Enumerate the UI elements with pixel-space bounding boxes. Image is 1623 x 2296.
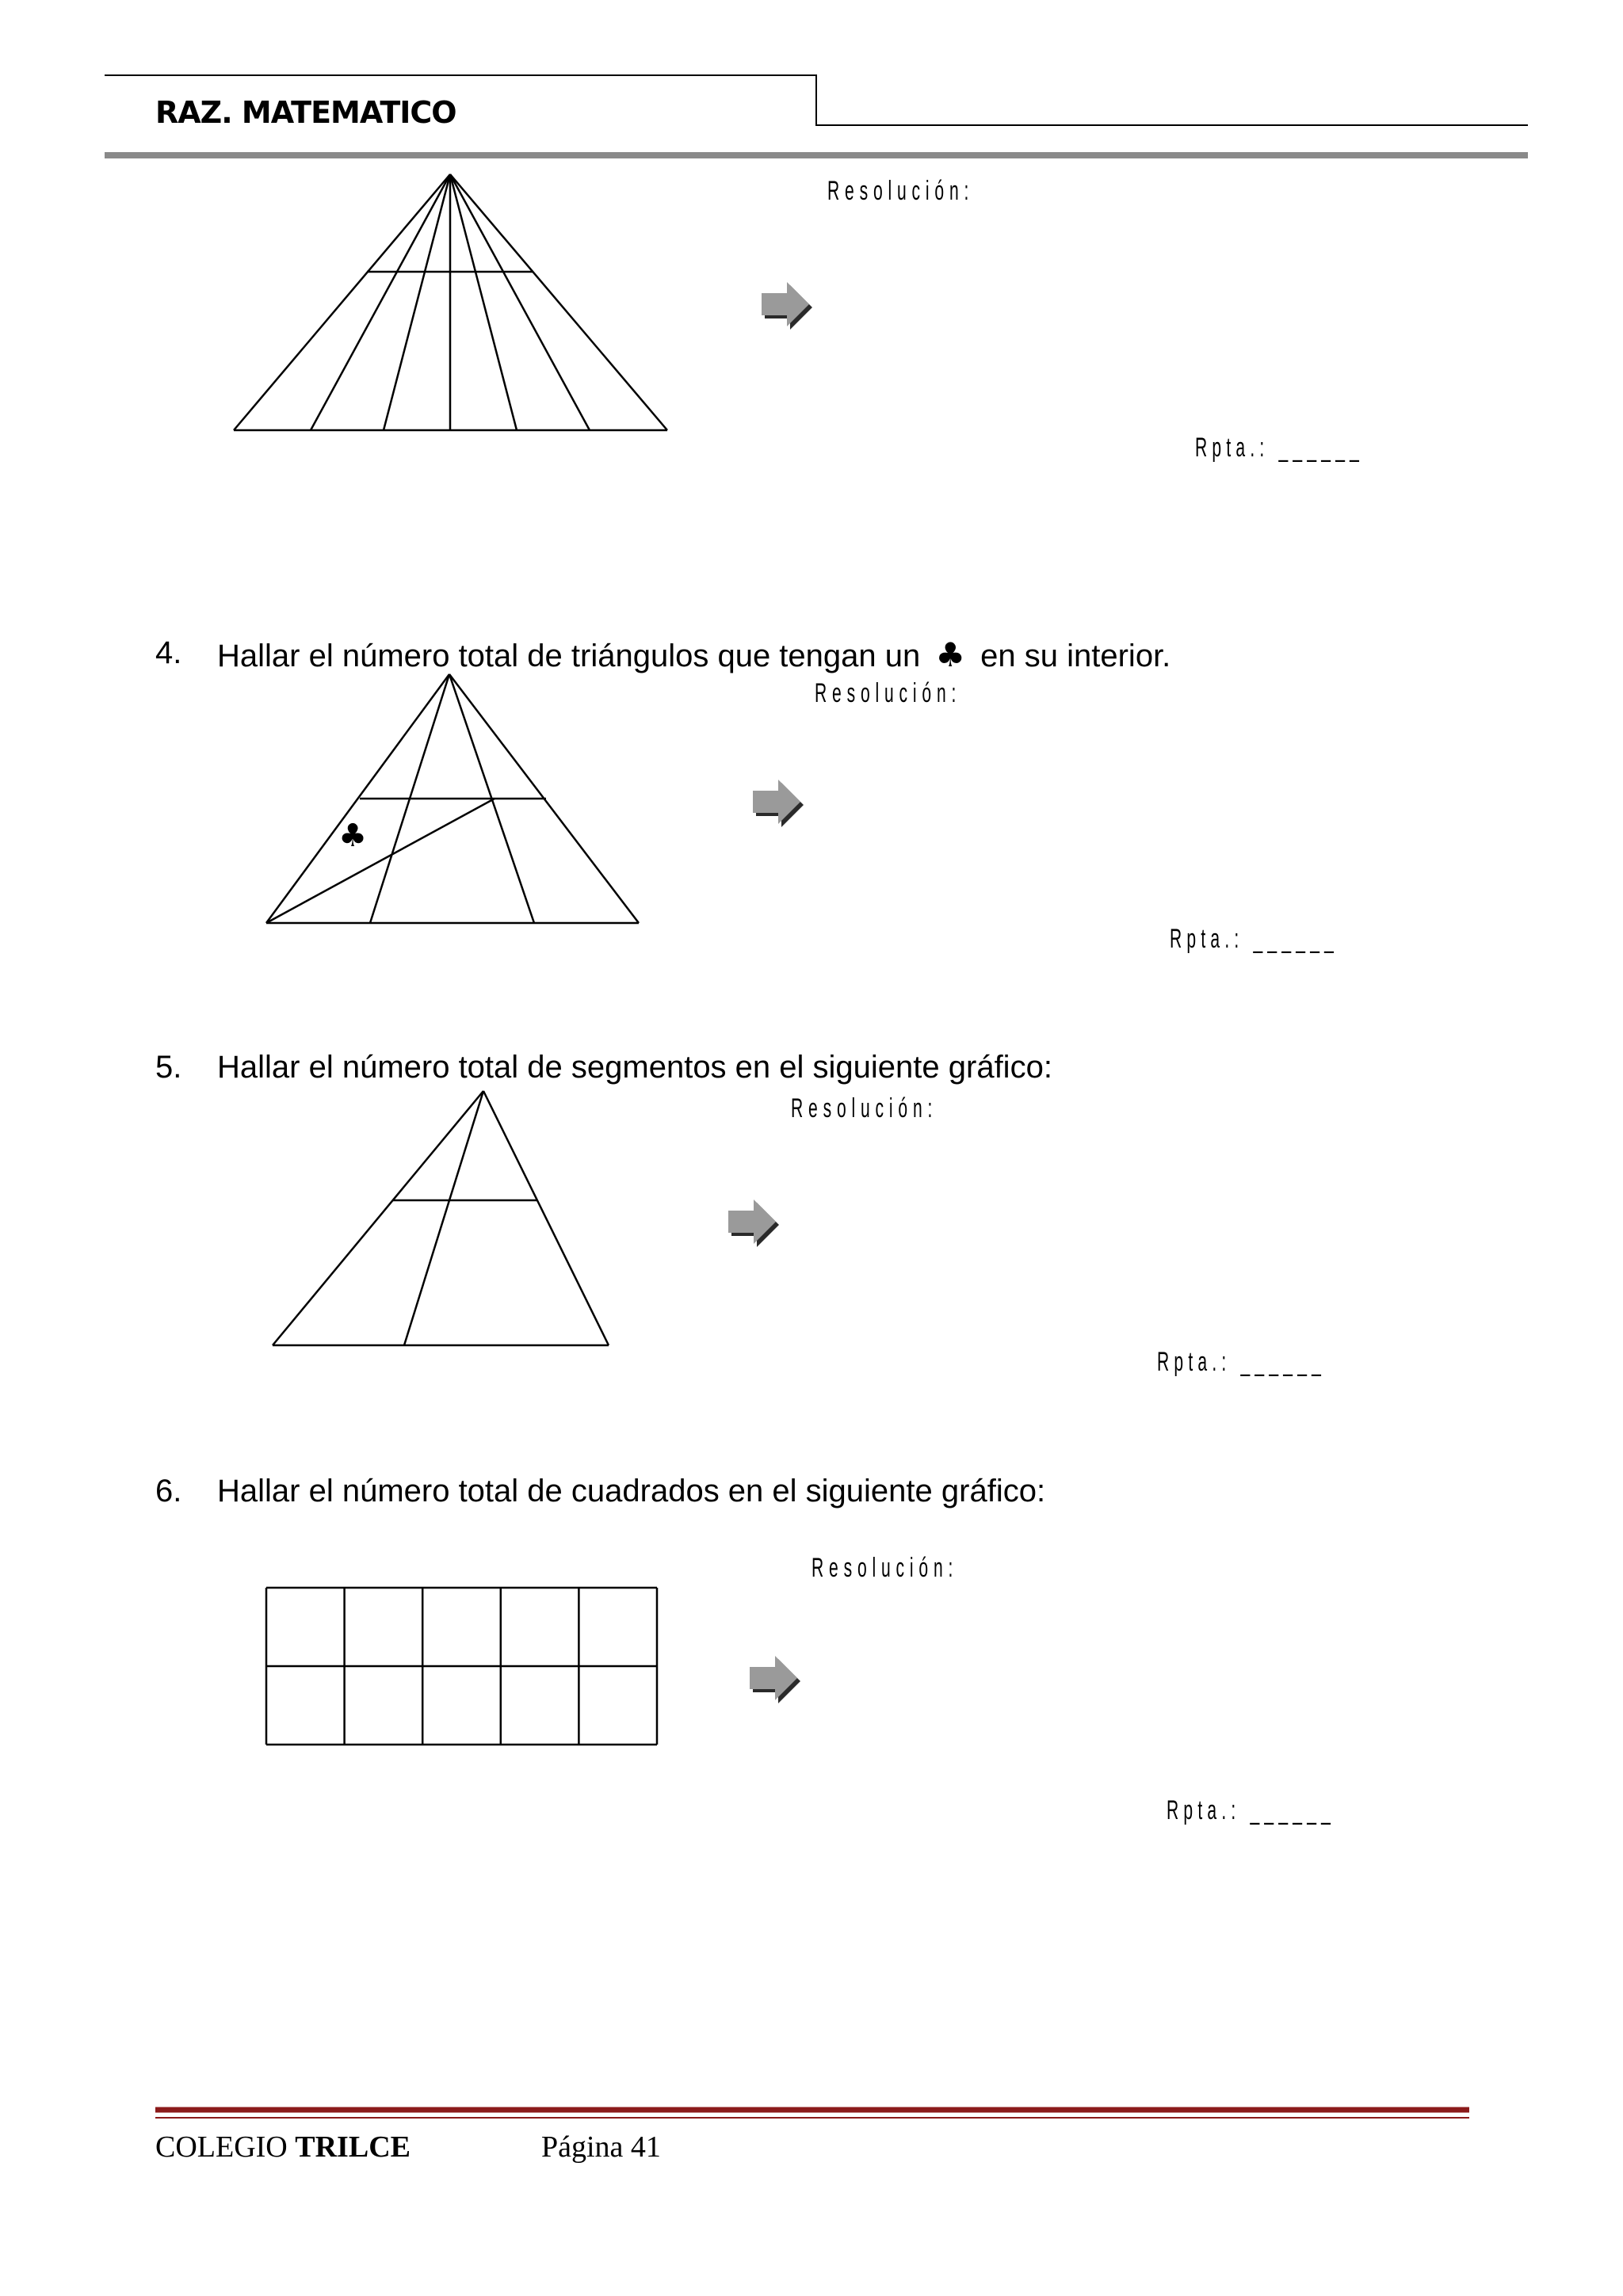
arrow-icon — [748, 773, 812, 837]
resolution-label: Resolución: — [815, 678, 962, 708]
footer-school-prefix: COLEGIO — [155, 2130, 288, 2164]
answer-label: Rpta.: ______ — [1167, 1795, 1336, 1825]
grid-figure — [0, 1577, 1623, 1767]
arrow-icon — [757, 276, 820, 339]
triangle-figure-club — [0, 666, 1623, 935]
question-text: Hallar el número total de cuadrados en el siguiente gráfico: — [217, 1474, 1046, 1508]
answer-label: Rpta.: ______ — [1170, 924, 1339, 954]
resolution-label: Resolución: — [791, 1093, 938, 1123]
resolution-label: Resolución: — [827, 176, 975, 206]
club-icon: ♣ — [935, 635, 966, 674]
header-title: RAZ. MATEMATICO — [155, 95, 456, 130]
arrow-icon — [745, 1650, 808, 1713]
footer-school — [155, 2130, 411, 2164]
question-text: Hallar el número total de segmentos en el siguiente gráfico: — [217, 1050, 1052, 1085]
footer-page-number: Página 41 — [541, 2130, 661, 2164]
question-number: 4. — [155, 635, 182, 670]
question-text-after: en su interior. — [980, 639, 1171, 673]
footer-school-name: TRILCE — [295, 2130, 411, 2164]
question-text-before: Hallar el número total de triángulos que tengan un — [217, 639, 921, 673]
question-number: 5. — [155, 1050, 182, 1085]
triangle-figure-fan — [0, 0, 1623, 475]
arrow-icon — [724, 1193, 787, 1257]
answer-label: Rpta.: ______ — [1157, 1347, 1327, 1377]
triangle-figure-segments — [0, 1085, 1623, 1355]
question-number: 6. — [155, 1474, 182, 1508]
answer-label: Rpta.: ______ — [1195, 433, 1365, 463]
resolution-label: Resolución: — [812, 1553, 959, 1583]
club-icon: ♣ — [338, 818, 367, 854]
footer-rule — [0, 2100, 1623, 2123]
